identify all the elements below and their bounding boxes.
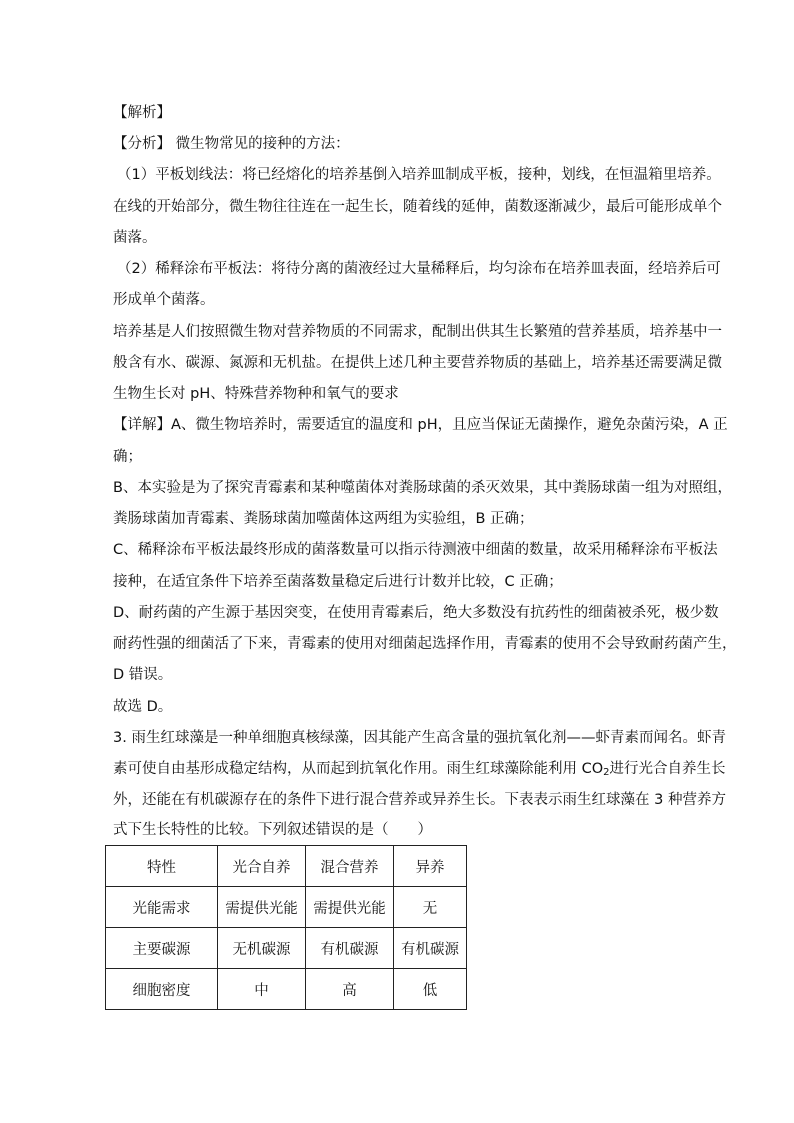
table-cell: 细胞密度 bbox=[106, 969, 218, 1010]
growth-traits-table bbox=[105, 845, 467, 1010]
table-header-cell: 光合自养 bbox=[218, 846, 306, 887]
table-cell: 光能需求 bbox=[106, 887, 218, 928]
table-header-row bbox=[106, 846, 467, 887]
analysis-line: 形成单个菌落。 bbox=[113, 292, 215, 308]
analysis-heading: 【解析】 bbox=[113, 105, 171, 121]
co2-subscript: 2 bbox=[603, 767, 610, 778]
fenxi-text: 微生物常见的接种的方法： bbox=[171, 136, 350, 152]
table-cell: 需提供光能 bbox=[306, 887, 394, 928]
table-cell: 中 bbox=[218, 969, 306, 1010]
table-row bbox=[106, 928, 467, 969]
table-cell: 需提供光能 bbox=[218, 887, 306, 928]
table-header-cell: 特性 bbox=[106, 846, 218, 887]
table-cell: 有机碳源 bbox=[394, 928, 467, 969]
table-row bbox=[106, 887, 467, 928]
detail-line: 确； bbox=[113, 449, 142, 465]
detail-line: B、本实验是为了探究青霉素和某种噬菌体对粪肠球菌的杀灭效果，其中粪肠球菌一组为对照组， bbox=[113, 480, 732, 496]
question-line: 式下生长特性的比较。下列叙述错误的是（ ） bbox=[113, 822, 432, 838]
detail-line: 粪肠球菌加青霉素、粪肠球菌加噬菌体这两组为实验组，B 正确； bbox=[113, 511, 534, 527]
analysis-line: 培养基是人们按照微生物对营养物质的不同需求，配制出供其生长繁殖的营养基质，培养基中一 bbox=[113, 324, 722, 340]
question-line: 外，还能在有机碳源存在的条件下进行混合营养或异养生长。下表表示雨生红球藻在 3 种营养方 bbox=[113, 792, 726, 808]
analysis-line: 生物生长对 pH、特殊营养物种和氧气的要求 bbox=[113, 386, 399, 402]
table-row bbox=[106, 969, 467, 1010]
analysis-line: 般含有水、碳源、氮源和无机盐。在提供上述几种主要营养物质的基础上，培养基还需要满足微 bbox=[113, 355, 722, 371]
table-cell: 低 bbox=[394, 969, 467, 1010]
answer-line: 故选 D。 bbox=[113, 699, 173, 715]
analysis-line: 在线的开始部分，微生物往往连在一起生长，随着线的延伸，菌数逐渐减少，最后可能形成单个 bbox=[113, 199, 722, 215]
detail-line: D 错误。 bbox=[113, 667, 173, 683]
question-line2-text: 素可使自由基形成稳定结构，从而起到抗氧化作用。雨生红球藻除能利用 CO bbox=[113, 761, 604, 777]
table-cell: 无机碳源 bbox=[218, 928, 306, 969]
detail-line: D、耐药菌的产生源于基因突变，在使用青霉素后，绝大多数没有抗药性的细菌被杀死，极少数 bbox=[113, 605, 719, 621]
table-cell: 有机碳源 bbox=[306, 928, 394, 969]
analysis-intro bbox=[113, 134, 350, 154]
detail-line: 接种，在适宜条件下培养至菌落数量稳定后进行计数并比较，C 正确； bbox=[113, 574, 563, 590]
detail-line: C、稀释涂布平板法最终形成的菌落数量可以指示待测液中细菌的数量，故采用稀释涂布平板法 bbox=[113, 542, 718, 558]
analysis-line: （2）稀释涂布平板法：将待分离的菌液经过大量稀释后，均匀涂布在培养皿表面，经培养后可 bbox=[117, 261, 721, 277]
detail-line: 【详解】A、微生物培养时，需要适宜的温度和 pH，且应当保证无菌操作，避免杂菌污染，A 正 bbox=[113, 417, 728, 433]
analysis-line: 菌落。 bbox=[113, 230, 157, 246]
fenxi-label: 【分析】 bbox=[113, 136, 171, 152]
question-line2-tail: 进行光合自养生长 bbox=[609, 761, 726, 777]
table-header-cell: 异养 bbox=[394, 846, 467, 887]
table-cell: 主要碳源 bbox=[106, 928, 218, 969]
table-cell: 高 bbox=[306, 969, 394, 1010]
question-line: 3. 雨生红球藻是一种单细胞真核绿藻，因其能产生高含量的强抗氧化剂——虾青素而闻名。虾青 bbox=[113, 730, 726, 746]
question-line bbox=[113, 759, 726, 779]
detail-line: 耐药性强的细菌活了下来，青霉素的使用对细菌起选择作用，青霉素的使用不会导致耐药菌产生， bbox=[113, 636, 737, 652]
table-header-cell: 混合营养 bbox=[306, 846, 394, 887]
analysis-line: （1）平板划线法：将已经熔化的培养基倒入培养皿制成平板，接种，划线，在恒温箱里培养。 bbox=[117, 167, 721, 183]
table-cell: 无 bbox=[394, 887, 467, 928]
